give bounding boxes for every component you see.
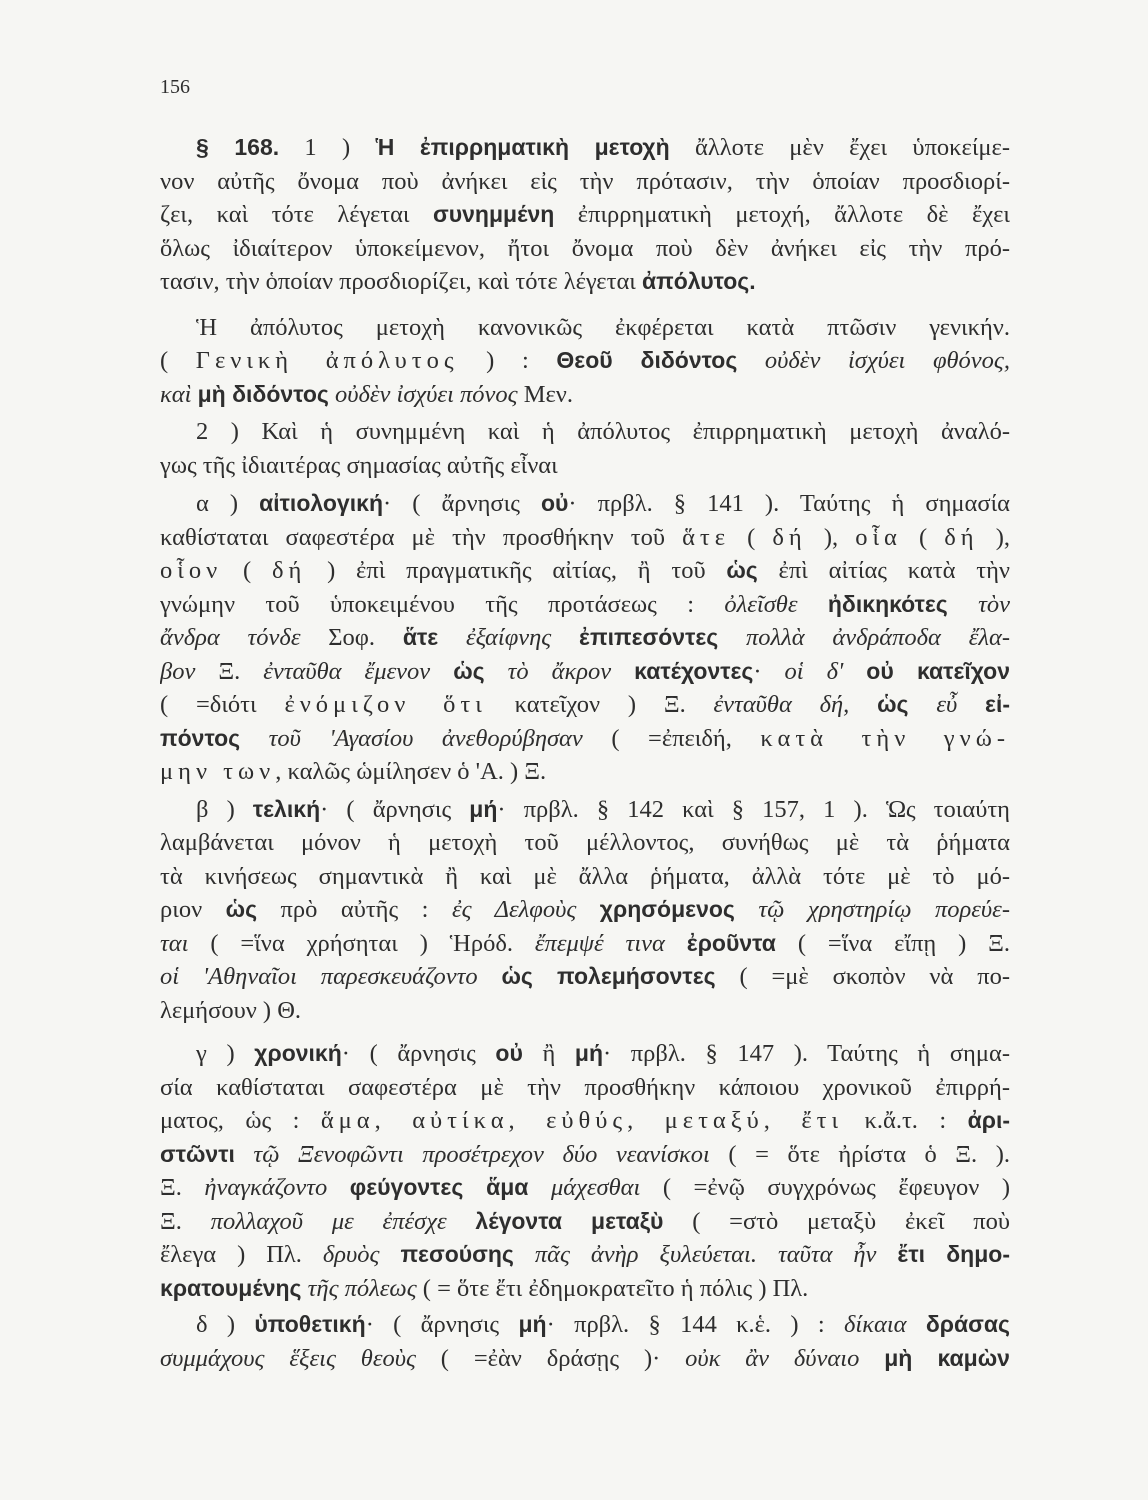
text: ( =μὲ σκοπὸν νὰ πο- [715,963,1010,990]
text: ) ἐπὶ πραγματικῆς αἰτίας, ἢ τοῦ [306,557,727,584]
text-line [160,165,1010,199]
bold-text: συνημμένη [433,201,555,227]
text: · πρβλ. § 147 ). Ταύτης ἡ σημα- [603,1040,1010,1067]
text: ( =ἵνα εἴπῃ ) Ξ. [775,929,1010,957]
text-line [160,755,1010,789]
text-line [160,198,1010,232]
bold-text: αἰτιολογική [259,490,383,516]
text: λαμβάνεται μόνον ἡ μετοχὴ τοῦ μέλλοντος, συνήθως μὲ τὰ ῥήματα [160,829,1010,856]
bold-text: οὐ [495,1040,523,1066]
bold-text: τελική [252,795,321,822]
text-line [160,487,1010,521]
text: ματος, ὡς : [160,1107,321,1134]
italic-text: τὸ ἄκρον [484,657,635,685]
text: ἄλλοτε μὲν ἔχει ὑποκείμε- [669,134,1010,161]
text-line [160,588,1010,622]
bold-text: Θεοῦ διδόντος [556,347,738,373]
text-line [160,1272,1010,1306]
text-line [160,1238,1010,1272]
bold-text: ἐροῦντα [686,929,776,956]
text: ὅλως ἰδιαίτερον ὑποκείμενον, ἤτοι ὄνομα ποὺ δὲν ἀνήκει εἰς τὴν πρό- [160,234,1010,262]
text: α ) [196,490,260,517]
text: Ἡ ἀπόλυτος μετοχὴ κανονικῶς ἐκφέρεται κατὰ πτῶσιν γενικήν. [196,313,1010,341]
italic-text: ὀλεῖσθε [724,590,828,618]
text: ), [978,523,1010,551]
text: ( =διότι [160,691,285,718]
bold-text: § 168. [196,134,280,160]
text-line [160,1171,1010,1205]
text-line [160,131,1010,165]
italic-text: μάχεσθαι [528,1174,641,1201]
bold-text: πόντος [160,724,241,751]
italic-text: οἱ 'Αθηναῖοι παρεσκευάζοντο [160,963,502,990]
italic-text: ἐξαίφνης [438,624,580,651]
bold-text: στῶντι [160,1140,235,1167]
text: ( = ὅτε ἠρίστα ὁ Ξ. ). [709,1140,1010,1168]
italic-text: ἔπεμψέ τινα [534,929,687,957]
text: ( =ἵνα χρήσηται ) Ἡρόδ. [188,929,535,957]
text-line [160,722,1010,756]
bold-text: πεσούσης [400,1241,514,1267]
text: ( =στὸ μεταξὺ ἐκεῖ ποὺ [663,1207,1010,1235]
bold-text: λέγοντα μεταξὺ [475,1207,664,1234]
text: γως τῆς ἰδιαιτέρας σημασίας αὐτῆς εἶναι [160,451,558,479]
text-line [160,1071,1010,1105]
bold-text: χρησόμενος [599,896,735,922]
text-line [160,621,1010,655]
italic-text: ἐς Δελφοὺς [452,896,600,923]
text: Μεν. [517,380,574,408]
bold-text: μὴ καμὼν [884,1344,1010,1371]
paragraph [160,793,1010,1028]
text-line [160,994,1010,1028]
text: νον αὐτῆς ὄνομα ποὺ ἀνήκει εἰς τὴν πρότασιν, τὴν ὁποίαν προσδιορί- [160,167,1010,195]
text: · πρβλ. § 141 ). Ταύτης ἡ σημασία [568,490,1010,517]
italic-text: πᾶς ἀνὴρ ξυλεύεται. ταῦτα ἦν [513,1241,898,1268]
spaced-text: δή [944,523,979,551]
text: · ( ἄρνησις [383,490,541,517]
bold-text: μή [518,1311,547,1337]
spaced-text: οἷα [855,523,902,551]
italic-text: οἱ δ' [784,657,867,685]
text-line [160,378,1010,412]
text: λεμήσουν ) Θ. [160,996,302,1024]
text-line [160,265,1010,299]
bold-text: μή [469,795,498,822]
bold-text: κατέχοντες [634,657,754,684]
text-line [160,232,1010,266]
italic-text: ἐνταῦθα ἔμενον [263,657,454,685]
paragraph [160,415,1010,482]
spaced-text: δή [772,523,807,551]
paragraph [160,1037,1010,1305]
text: τασιν, τὴν ὁποίαν προσδιορίζει, καὶ τότε λέγεται [160,268,642,295]
text: Ξ. [160,1174,205,1201]
text-line [160,688,1010,722]
text: γ ) [196,1040,255,1067]
paragraph [160,131,1010,299]
spaced-text: δή [271,557,307,584]
italic-text: εὖ [908,691,986,718]
bold-text: ὡς [453,657,485,684]
text: τὰ κινήσεως σημαντικὰ ἢ καὶ μὲ ἄλλα ῥήματα, ἀλλὰ τότε μὲ τὸ μό- [160,862,1010,890]
italic-text: δρυὸς [322,1241,401,1268]
spaced-text: ἅτε [682,523,731,551]
bold-text: κρατουμένης [160,1274,302,1301]
text-line [160,655,1010,689]
italic-text: τῷ χρηστηρίῳ πορεύε- [734,896,1010,923]
text: πρὸ αὐτῆς : [257,896,452,923]
paragraph [160,311,1010,412]
text: Σοφ. [300,624,403,651]
text: γνώμην τοῦ ὑποκειμένου τῆς προτάσεως : [160,590,725,618]
text-line [160,960,1010,994]
paragraph [160,1308,1010,1375]
page-number: 156 [160,76,190,98]
text-line [160,521,1010,555]
italic-text: οὐκ ἂν δύναιο [685,1344,885,1372]
text-line [160,927,1010,961]
paragraph [160,487,1010,789]
body-text [160,131,1010,1375]
bold-text: ἠδικηκότες [827,590,948,617]
text-line [160,1342,1010,1376]
text: ( =ἐὰν δράσῃς )· [415,1344,686,1372]
text: ἢ [522,1040,575,1067]
text: ζει, καὶ τότε λέγεται [160,201,433,228]
text: Ξ. [160,1207,211,1235]
text-line [160,415,1010,449]
bold-text: ἐπιπεσόντες [579,624,719,650]
bold-text: οὐ [540,490,569,516]
text: ἐπιρρηματικὴ μετοχή, ἄλλοτε δὲ ἔχει [554,201,1010,228]
italic-text: οὐδὲν ἰσχύει φθόνος, [737,347,1010,374]
italic-text: τὸν [947,590,1010,618]
italic-text: ἠναγκάζοντο [204,1174,350,1201]
text: · ( ἄρνησις [365,1311,519,1338]
spaced-text: κατὰ τὴν γνώ- [760,724,1010,752]
bold-text: ὡς [877,691,909,717]
bold-text: Ἡ ἐπιρρηματικὴ μετοχὴ [375,134,670,160]
text: δ ) [196,1311,255,1338]
text-line [160,449,1010,483]
text-line [160,893,1010,927]
text: ριον [160,896,226,923]
text-line [160,311,1010,345]
text-line [160,554,1010,588]
bold-text: ὡς [225,896,258,922]
text-line [160,1308,1010,1342]
italic-text: ἄνδρα τόνδε [160,624,301,651]
bold-text: μὴ διδόντος [197,380,329,407]
spaced-text: ἐνόμιζον ὅτι [284,691,487,718]
bold-text: φεύγοντες ἅμα [349,1174,529,1200]
spaced-text: ἅμα, αὐτίκα, εὐθύς, μεταξύ, ἔτι [320,1107,844,1134]
text: · πρβλ. § 144 κ.ἑ. ) : [546,1311,845,1338]
italic-text: βον [160,657,219,685]
text: ( [222,557,272,584]
bold-text: εἰ- [985,691,1010,717]
italic-text: ἐνταῦθα δή, [713,691,878,718]
text: ( =ἐνῷ συγχρόνως ἔφευγον ) [640,1174,1010,1201]
text: ( [160,347,196,374]
text: β ) [196,795,253,823]
text: · πρβλ. § 142 καὶ § 157, 1 ). Ὡς τοιαύτη [497,795,1010,823]
italic-text: ται [160,929,189,957]
text: ( [901,523,945,551]
spaced-text: Γενικὴ ἀπόλυτος [195,347,459,374]
text: κατεῖχον ) Ξ. [486,691,714,718]
text: ( = ὅτε ἔτι ἐδημοκρατεῖτο ἡ πόλις ) Πλ. [416,1274,809,1302]
text-line [160,1104,1010,1138]
bold-text: ἔτι δημο- [897,1241,1010,1267]
text-line [160,793,1010,827]
italic-text: οὐδὲν ἰσχύει πόνος [328,380,518,408]
spaced-text: μην των [160,758,276,785]
bold-text: ὡς πολεμήσοντες [501,963,716,989]
italic-text: καὶ [160,380,198,408]
text: , καλῶς ὡμίλησεν ὁ 'Α. ) Ξ. [275,758,547,785]
bold-text: ὑποθετική [254,1311,366,1337]
spaced-text: οἷον [160,557,223,584]
text: ἔλεγα ) Πλ. [160,1241,323,1268]
text: · [753,657,785,685]
italic-text: τῆς πόλεως [301,1274,417,1302]
italic-text: πολλὰ ἀνδράποδα ἔλα- [718,624,1010,651]
bold-text: οὐ κατεῖχον [866,657,1010,684]
italic-text: δίκαια [844,1311,926,1338]
bold-text: ἅτε [402,624,439,650]
bold-text: χρονική [254,1040,342,1066]
bold-text: ἀρι- [967,1107,1010,1133]
bold-text: ἀπόλυτος. [642,268,756,294]
italic-text: τοῦ 'Αγασίου ἀνεθορύβησαν [240,724,583,752]
text-line [160,344,1010,378]
bold-text: μή [574,1040,604,1066]
text-line [160,826,1010,860]
text: · ( ἄρνησις [341,1040,496,1067]
italic-text: συμμάχους ἕξεις θεοὺς [160,1344,416,1372]
text: ἐπὶ αἰτίας κατὰ τὴν [757,557,1010,584]
text: κ.ἄ.τ. : [843,1107,968,1134]
text: σία καθίσταται σαφεστέρα μὲ τὴν προσθήκην κάποιου χρονικοῦ ἐπιρρή- [160,1073,1010,1101]
italic-text: πολλαχοῦ με ἐπέσχε [210,1207,476,1235]
text: καθίσταται σαφεστέρα μὲ τὴν προσθήκην τοῦ [160,523,683,551]
text: ( =ἐπειδή, [582,724,761,752]
text: ) : [458,347,557,374]
text-line [160,1037,1010,1071]
text-line [160,860,1010,894]
italic-text: τῷ Ξενοφῶντι προσέτρεχον δύο νεανίσκοι [234,1140,710,1168]
text: · ( ἄρνησις [320,795,470,823]
bold-text: δράσας [925,1311,1010,1337]
text: 1 ) [279,134,376,161]
text-line [160,1138,1010,1172]
text: Ξ. [218,657,264,685]
text: ), [806,523,856,551]
text: ( [730,523,773,551]
text: 2 ) Καὶ ἡ συνημμένη καὶ ἡ ἀπόλυτος ἐπιρρηματικὴ μετοχὴ ἀναλό- [196,418,1010,445]
text-line [160,1205,1010,1239]
bold-text: ὡς [726,557,758,583]
